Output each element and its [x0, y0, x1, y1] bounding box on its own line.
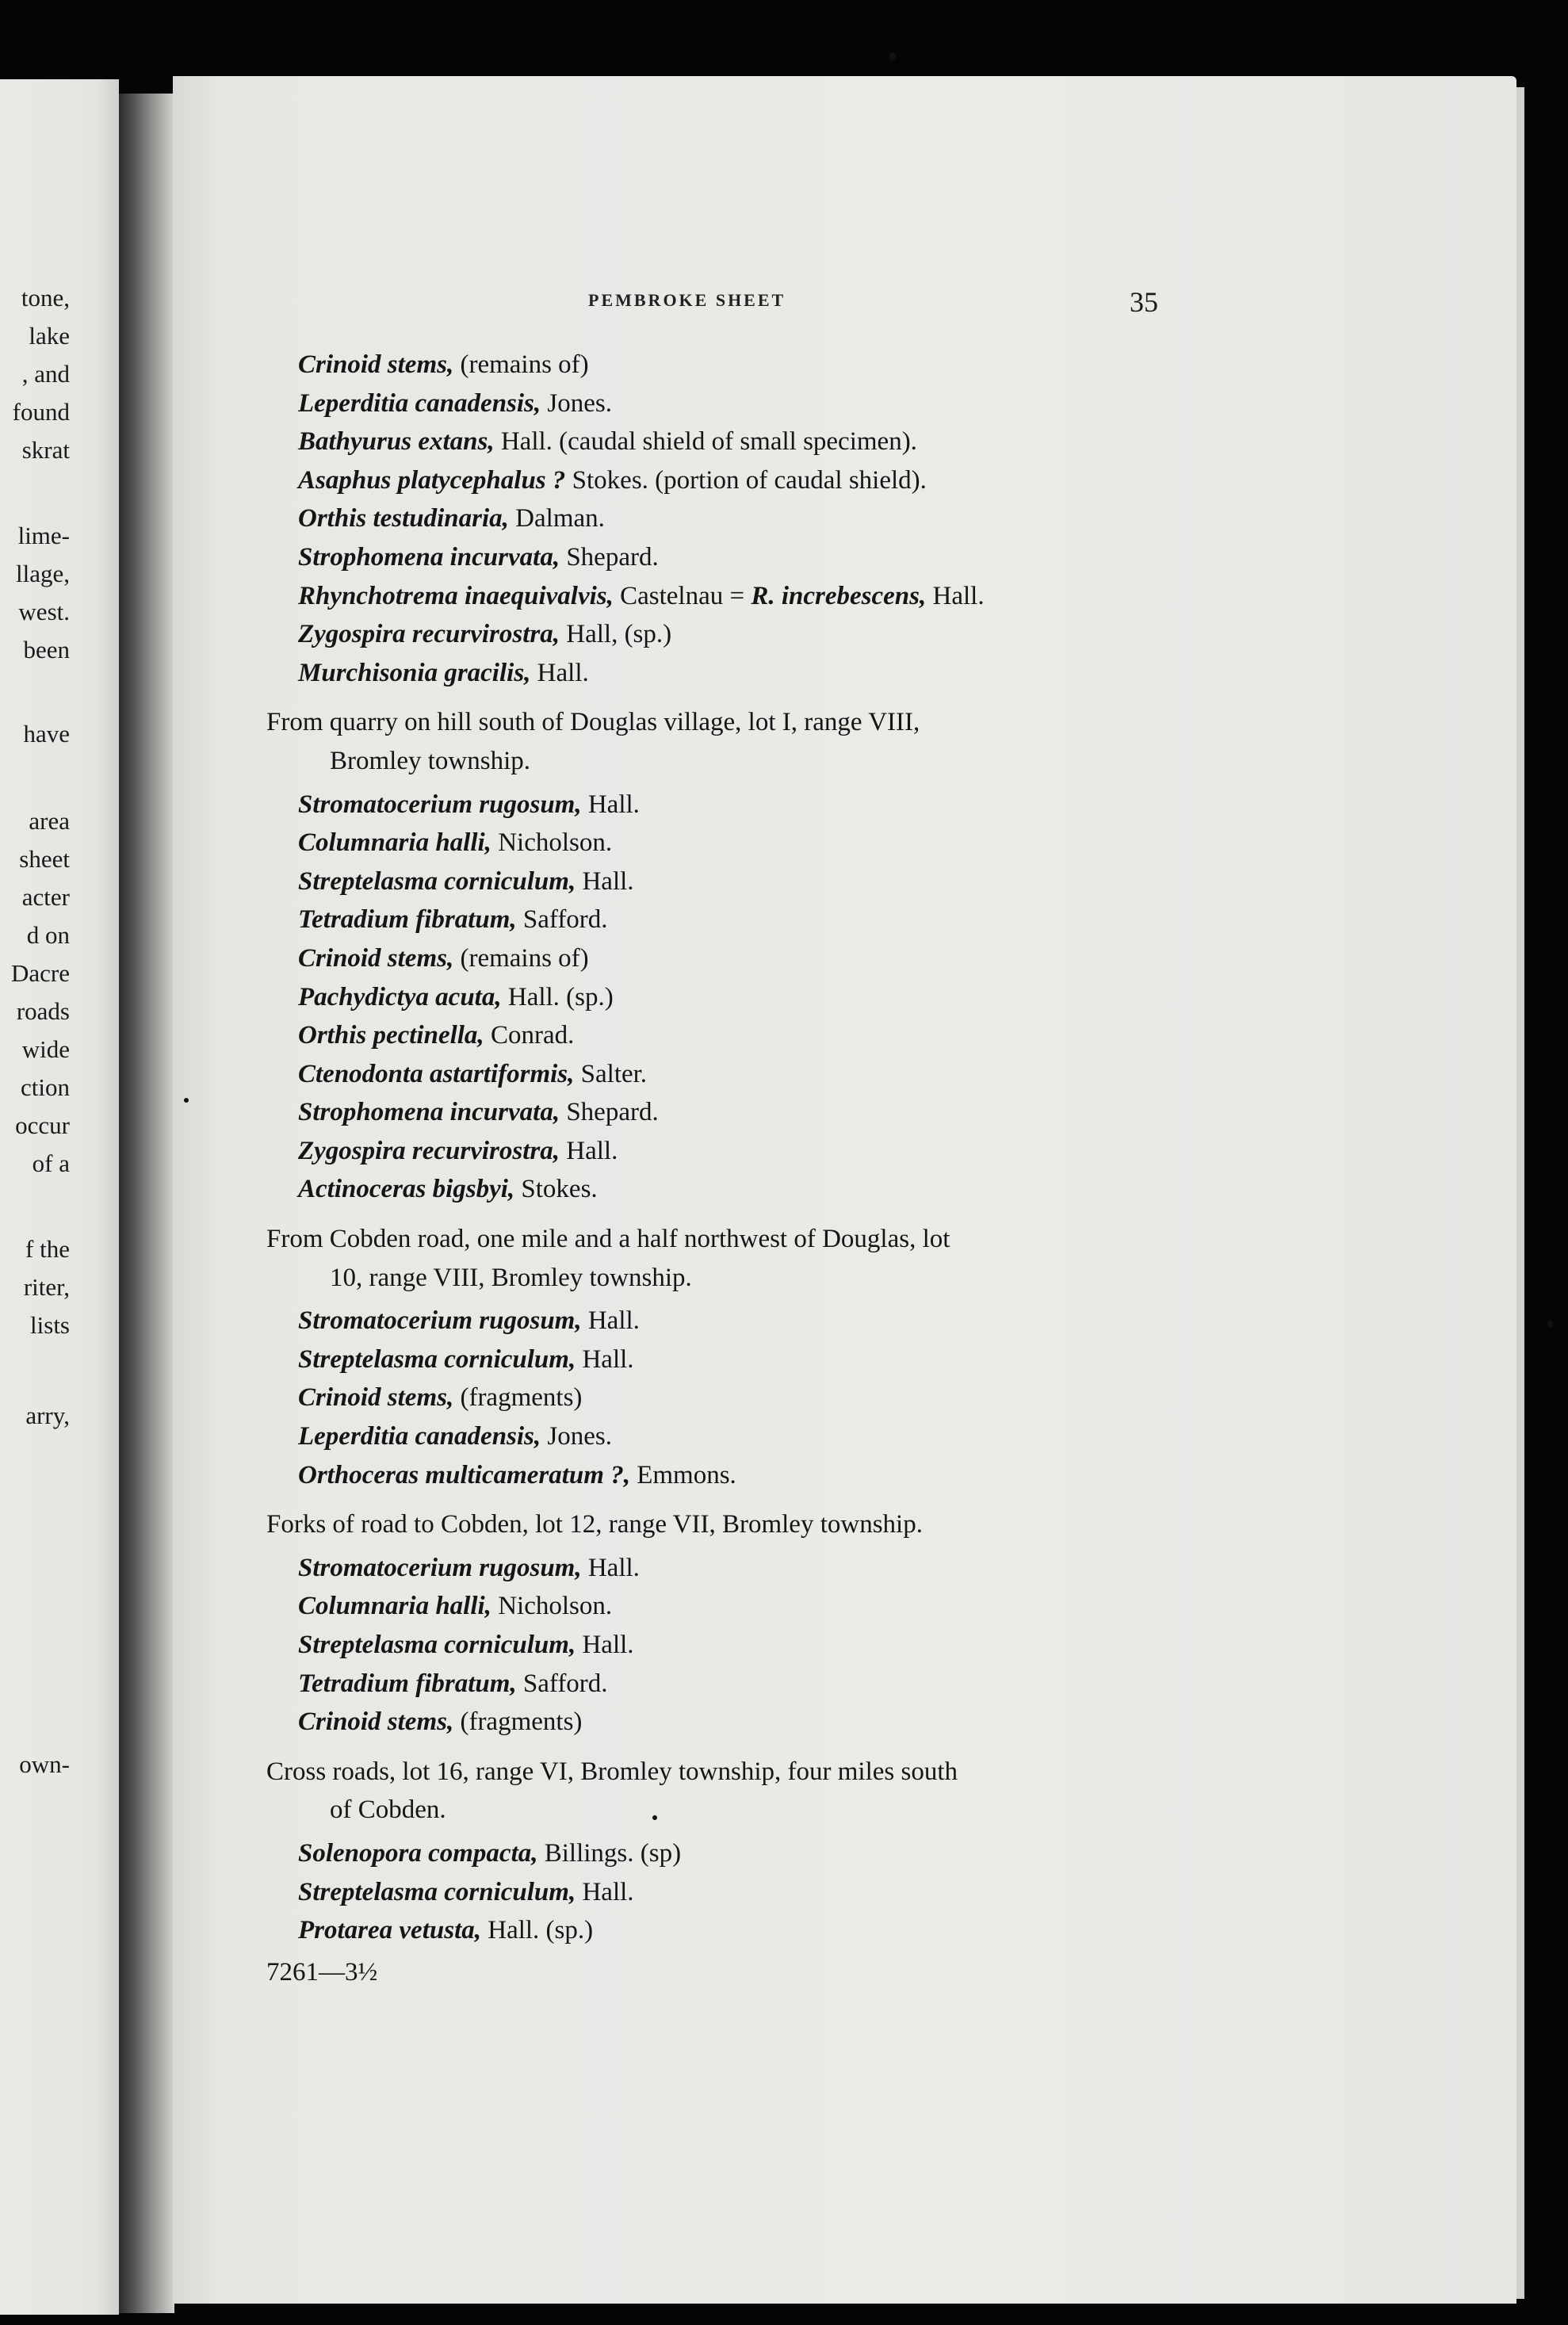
left-facing-page [0, 79, 119, 2315]
list-item [266, 1626, 1186, 1665]
locality-section [266, 703, 1186, 1209]
scan-speck [889, 52, 896, 60]
list-item [266, 1873, 1186, 1912]
species-author: Nicholson. [491, 1592, 613, 1621]
species-author: Hall. [581, 1306, 640, 1336]
left-page-text-fragment: own- [19, 1750, 70, 1778]
species-name: Crinoid stems, [298, 350, 454, 379]
left-page-text-fragment: f the [25, 1235, 70, 1263]
list-item [266, 1417, 1186, 1456]
left-page-text-fragment: of a [32, 1149, 70, 1177]
species-author: Castelnau = [613, 581, 751, 610]
species-name: Streptelasma corniculum, [298, 866, 576, 896]
species-author: Safford. [516, 905, 608, 935]
list-item [266, 978, 1186, 1017]
species-name: Pachydictya acuta, [298, 982, 502, 1011]
species-author: Shepard. [560, 1098, 659, 1127]
left-page-text-fragment: roads [16, 997, 70, 1025]
list-item [266, 538, 1186, 577]
list-item [266, 939, 1186, 978]
species-author: Shepard. [560, 542, 659, 572]
left-page-text-fragment: d on [26, 921, 70, 949]
list-item [266, 384, 1186, 423]
species-author: Hall. [576, 866, 634, 896]
species-name: Columnaria halli, [298, 828, 491, 858]
species-name: Orthis pectinella, [298, 1021, 484, 1050]
list-item [266, 1055, 1186, 1094]
list-item [266, 1834, 1186, 1873]
species-name: Zygospira recurvirostra, [298, 620, 560, 649]
left-page-text-fragment: found [12, 398, 70, 426]
left-page-text-fragment: ction [21, 1073, 70, 1101]
list-item [266, 1379, 1186, 1417]
species-author: Hall. [581, 790, 640, 819]
running-title: PEMBROKE SHEET [588, 290, 786, 310]
list-item [266, 786, 1186, 824]
scan-speck [652, 1815, 657, 1820]
list-item [266, 862, 1186, 901]
list-item [266, 1549, 1186, 1588]
continued-species-list [266, 346, 1186, 692]
printer-signature-mark: 7261—3½ [266, 1957, 378, 1987]
locality-line: From Cobden road, one mile and a half northwest of Douglas, lot [266, 1225, 950, 1254]
species-name: Orthoceras multicameratum ?, [298, 1460, 630, 1489]
species-name: Murchisonia gracilis, [298, 658, 531, 687]
left-page-text-fragment: tone, [21, 284, 70, 312]
locality-section [266, 1220, 1186, 1494]
list-item [266, 577, 1186, 616]
species-name: Orthis testudinaria, [298, 504, 509, 533]
list-item [266, 1132, 1186, 1171]
species-author: Jones. [541, 388, 612, 418]
species-name: Columnaria halli, [298, 1592, 491, 1621]
locality-heading [266, 1505, 1186, 1544]
locality-line: of Cobden. [330, 1795, 446, 1825]
species-name: Tetradium fibratum, [298, 1669, 517, 1698]
species-name: Protarea vetusta, [298, 1916, 481, 1945]
locality-line: Cross roads, lot 16, range VI, Bromley township, four miles south [266, 1757, 958, 1786]
species-name: Stromatocerium rugosum, [298, 1553, 582, 1582]
species-author: Salter. [574, 1059, 648, 1088]
species-author: Hall. [530, 658, 589, 687]
species-author: Nicholson. [491, 828, 613, 858]
species-author: Conrad. [484, 1021, 575, 1050]
left-page-text-fragment: arry, [25, 1402, 70, 1429]
list-item [266, 1016, 1186, 1055]
species-author: Emmons. [629, 1460, 736, 1489]
list-item [266, 824, 1186, 862]
left-page-text-fragment: lake [29, 322, 70, 350]
list-item [266, 1093, 1186, 1132]
species-synonym-name: R. increbescens, [751, 581, 927, 610]
species-author: Billings. (sp) [537, 1838, 682, 1868]
locality-heading [266, 703, 1186, 780]
locality-heading [266, 1220, 1186, 1297]
locality-line: 10, range VIII, Bromley township. [330, 1263, 692, 1292]
list-item [266, 901, 1186, 939]
locality-heading [266, 1753, 1186, 1830]
list-item [266, 1170, 1186, 1209]
species-name: Leperditia canadensis, [298, 388, 541, 418]
species-author: Hall. [560, 1136, 618, 1165]
locality-line: Forks of road to Cobden, lot 12, range VII, Bromley township. [266, 1510, 923, 1539]
species-name: Ctenodonta astartiformis, [298, 1059, 575, 1088]
species-author: Safford. [516, 1669, 608, 1698]
left-page-text-fragment: llage, [16, 560, 70, 587]
species-name: Leperditia canadensis, [298, 1422, 541, 1451]
species-author: Stokes. [514, 1175, 598, 1204]
left-page-text-fragment: acter [21, 883, 70, 911]
locality-line: From quarry on hill south of Douglas village, lot I, range VIII, [266, 708, 920, 737]
list-item [266, 1340, 1186, 1379]
list-item [266, 615, 1186, 654]
species-name: Strophomena incurvata, [298, 542, 560, 572]
species-author: (remains of) [453, 943, 589, 973]
left-page-text-fragment: Dacre [11, 959, 70, 987]
list-item [266, 1911, 1186, 1950]
species-name: Rhynchotrema inaequivalvis, [298, 581, 614, 610]
species-author: Hall. [576, 1631, 634, 1659]
species-name: Strophomena incurvata, [298, 1098, 560, 1127]
species-name: Zygospira recurvirostra, [298, 1136, 560, 1165]
species-synonym-author: Hall. [926, 581, 985, 610]
species-name: Streptelasma corniculum, [298, 1877, 576, 1906]
list-item [266, 1302, 1186, 1340]
locality-line: Bromley township. [330, 746, 530, 775]
list-item [266, 1456, 1186, 1495]
species-author: Hall. [576, 1344, 634, 1374]
left-page-text-fragment: sheet [19, 845, 70, 873]
species-author: Jones. [541, 1422, 612, 1451]
species-author: Hall. [576, 1877, 634, 1906]
species-name: Solenopora compacta, [298, 1838, 538, 1868]
page-number: 35 [1130, 286, 1158, 318]
left-page-text-fragment: area [29, 807, 70, 835]
page-edge [1516, 87, 1524, 2299]
left-page-text-fragment: riter, [23, 1273, 70, 1301]
scan-speck [184, 1098, 189, 1103]
locality-section [266, 1753, 1186, 1950]
species-name: Crinoid stems, [298, 1707, 454, 1737]
left-page-text-fragment: lists [30, 1311, 70, 1339]
list-item [266, 346, 1186, 384]
species-author: Stokes. (portion of caudal shield). [565, 465, 927, 495]
species-author: Dalman. [508, 504, 605, 533]
list-item [266, 1665, 1186, 1704]
species-name: Streptelasma corniculum, [298, 1344, 576, 1374]
left-page-text-fragment: lime- [17, 522, 70, 549]
species-name: Stromatocerium rugosum, [298, 790, 582, 819]
left-page-text-fragment: occur [15, 1111, 70, 1139]
page-body [266, 346, 1186, 1991]
species-author: Hall, (sp.) [560, 620, 672, 649]
species-author: Hall. (sp.) [501, 982, 614, 1011]
species-name: Streptelasma corniculum, [298, 1631, 576, 1659]
list-item [266, 1587, 1186, 1626]
species-author: (remains of) [453, 350, 589, 379]
species-author: Hall. (caudal shield of small specimen). [494, 427, 917, 457]
list-item [266, 499, 1186, 538]
species-author: (fragments) [453, 1707, 583, 1737]
species-name: Stromatocerium rugosum, [298, 1306, 582, 1336]
left-page-text-fragment: west. [18, 598, 70, 625]
locality-section [266, 1505, 1186, 1742]
species-author: (fragments) [453, 1383, 583, 1413]
species-name: Asaphus platycephalus ? [298, 465, 566, 495]
species-author: Hall. (sp.) [480, 1916, 594, 1945]
species-name: Crinoid stems, [298, 943, 454, 973]
list-item [266, 461, 1186, 500]
left-page-text-fragment: wide [21, 1035, 70, 1063]
list-item [266, 654, 1186, 693]
book-gutter-shadow [119, 94, 174, 2313]
scan-speck [1547, 1321, 1553, 1328]
species-name: Tetradium fibratum, [298, 905, 517, 935]
list-item [266, 423, 1186, 461]
species-name: Crinoid stems, [298, 1383, 454, 1413]
left-page-text-fragment: have [23, 720, 70, 748]
left-page-text-fragment: been [23, 636, 70, 663]
left-page-text-fragment: skrat [21, 436, 70, 464]
left-page-text-fragment: , and [21, 360, 70, 388]
list-item [266, 1703, 1186, 1742]
species-name: Actinoceras bigsbyi, [298, 1175, 515, 1204]
species-author: Hall. [581, 1553, 640, 1582]
species-name: Bathyurus extans, [298, 427, 495, 457]
